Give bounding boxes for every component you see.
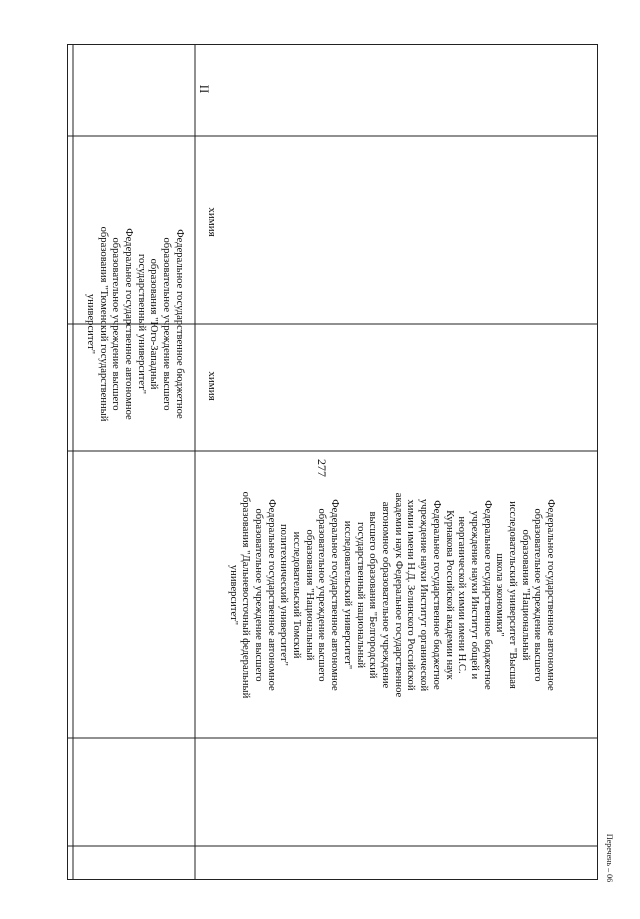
row2-level-cell [196,74,212,104]
row2-subject-2: химия [206,207,218,237]
row1-organizations-cell [76,184,192,464]
row2-organizations-cell [227,425,557,765]
document-table [67,44,598,880]
row2-level: II [197,84,212,94]
row1-organizations: Федеральное государственное бюджетное образовательное учреждение высшего образования "Юго-Западный государственный университет" Федеральное государственное автономное образовательное учреждение высшего образования "Тюменский государственный университет" [84,226,185,422]
row2-organizations: Федеральное государственное автономное образовательное учреждение высшего образования "Национальный исследовательский университет "Высшая школа экономики" Федеральное государственное бюджетное учреждение науки Институт общей и неорганической химии имени Н.С. Курнакова Российской академии наук Федеральное государственное бюджетное учреждение науки Институт органической химии имени Н.Д. Зелинского Российской академии наук Федеральное государственное автономное образовательное учреждение высшего образования "Белгородский государственный национальный исследовательский университет" Федеральное государственное автономное образовательное учреждение высшего образования "Национальный исследовательский Томский политехнический университет" Федеральное государственное автономное образовательное учреждение высшего образования "Дальневосточный федеральный университет" [227,491,557,699]
page-number: 277 [315,459,329,477]
row2-subject-1: химия [206,371,218,401]
row2-subject-1-cell [204,356,220,416]
footer-note: Перечень – 06 [605,833,614,883]
row2-subject-2-cell [204,192,220,252]
